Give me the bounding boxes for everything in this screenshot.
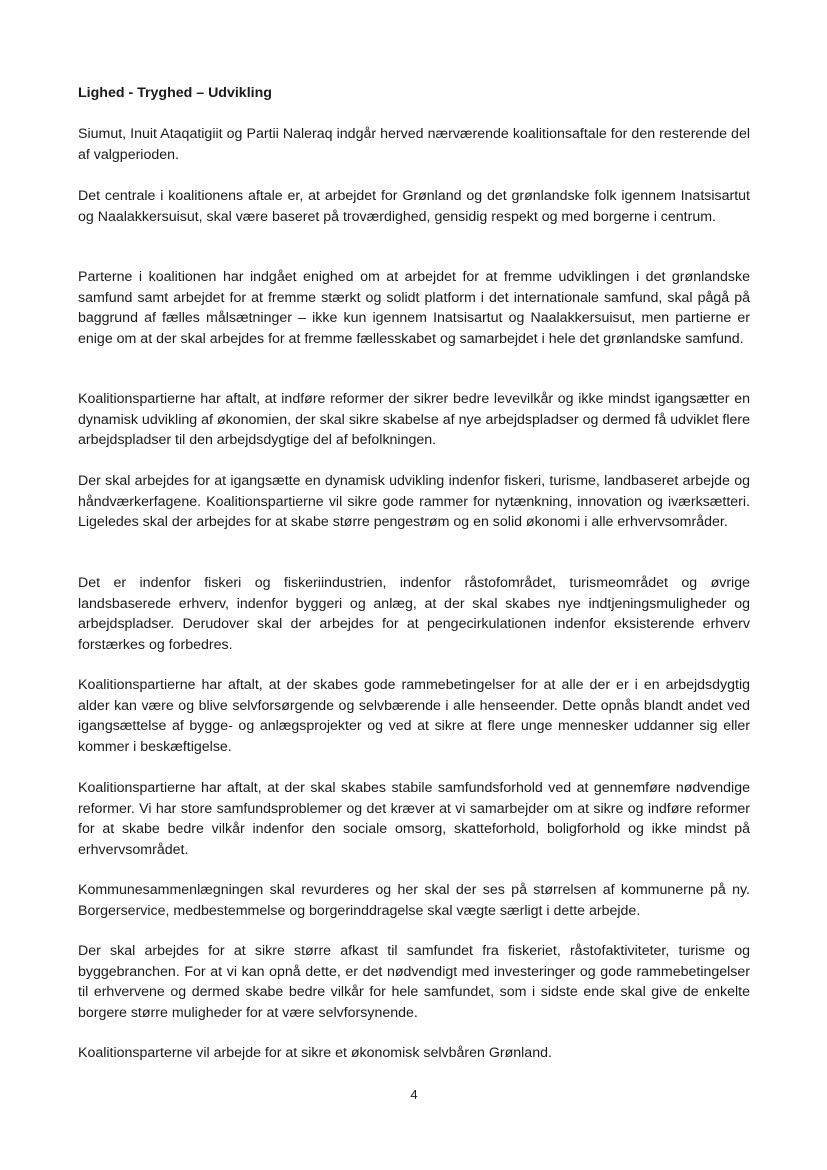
paragraph-1: Siumut, Inuit Ataqatigiit og Partii Naleraq indgår herved nærværende koalitionsaftale for den resterende del af valgperioden. — [78, 126, 750, 163]
document-heading: Lighed - Tryghed – Udvikling — [78, 85, 272, 101]
paragraph-7: Koalitionspartierne har aftalt, at der skabes gode rammebetingelser for at alle der er i en arbejdsdygtig alder kan være og blive selvforsørgende og selvbærende i alle henseender. Dette opnås blandt andet ved igangsættelse af bygge- og anlægsprojekter og ved at sikre at flere unge mennesker uddanner sig eller kommer i beskæftigelse. — [78, 677, 750, 755]
paragraph-9: Kommunesammenlægningen skal revurderes og her skal der ses på størrelsen af kommunerne på ny. Borgerservice, medbestemmelse og borgerinddragelse skal vægte særligt i dette arbejde. — [78, 882, 750, 919]
paragraph-4: Koalitionspartierne har aftalt, at indføre reformer der sikrer bedre levevilkår og ikke mindst igangsætter en dynamisk udvikling af økonomien, der skal sikre skabelse af nye arbejdspladser og dermed få udviklet flere arbejdspladser til den arbejdsdygtige del af befolkningen. — [78, 391, 750, 449]
paragraph-10: Der skal arbejdes for at sikre større afkast til samfundet fra fiskeriet, råstofaktiviteter, turisme og byggebranchen. For at vi kan opnå dette, er det nødvendigt med investeringer og gode rammebetingelser til erhvervene og dermed skabe bedre vilkår for hele samfundet, som i sidste ende skal give de enkelte borgere større muligheder for at være selvforsynende. — [78, 943, 750, 1021]
paragraph-6: Det er indenfor fiskeri og fiskeriindustrien, indenfor råstofområdet, turismeområdet og øvrige landsbaserede erhverv, indenfor byggeri og anlæg, at der skal skabes nye indtjeningsmuligheder og arbejdspladser. Derudover skal der arbejdes for at pengecirkulationen indenfor eksisterende erhverv forstærkes og forbedres. — [78, 575, 750, 653]
paragraph-8: Koalitionspartierne har aftalt, at der skal skabes stabile samfundsforhold ved at gennemføre nødvendige reformer. Vi har store samfundsproblemer og det kræver at vi samarbejder om at sikre og indføre reformer for at skabe bedre vilkår indenfor den sociale omsorg, skatteforhold, boligforhold og ikke mindst på erhvervsområdet. — [78, 780, 750, 858]
document-page — [78, 0, 750, 1170]
paragraph-11: Koalitionsparterne vil arbejde for at sikre et økonomisk selvbåren Grønland. — [78, 1045, 552, 1061]
paragraph-3: Parterne i koalitionen har indgået enighed om at arbejdet for at fremme udviklingen i det grønlandske samfund samt arbejdet for at fremme stærkt og solidt platform i det internationale samfund, skal pågå på baggrund af fælles målsætninger – ikke kun igennem Inatsisartut og Naalakkersuisut, men partierne er enige om at der skal arbejdes for at fremme fællesskabet og samarbejdet i hele det grønlandske samfund. — [78, 269, 750, 347]
paragraph-5: Der skal arbejdes for at igangsætte en dynamisk udvikling indenfor fiskeri, turisme, landbaseret arbejde og håndværkerfagene. Koalitionspartierne vil sikre gode rammer for nytænkning, innovation og iværksætteri. Ligeledes skal der arbejdes for at skabe større pengestrøm og en solid økonomi i alle erhvervsområder. — [78, 473, 750, 531]
page-number: 4 — [410, 1087, 418, 1102]
paragraph-2: Det centrale i koalitionens aftale er, at arbejdet for Grønland og det grønlandske folk igennem Inatsisartut og Naalakkersuisut, skal være baseret på troværdighed, gensidig respekt og med borgerne i centrum. — [78, 188, 750, 225]
